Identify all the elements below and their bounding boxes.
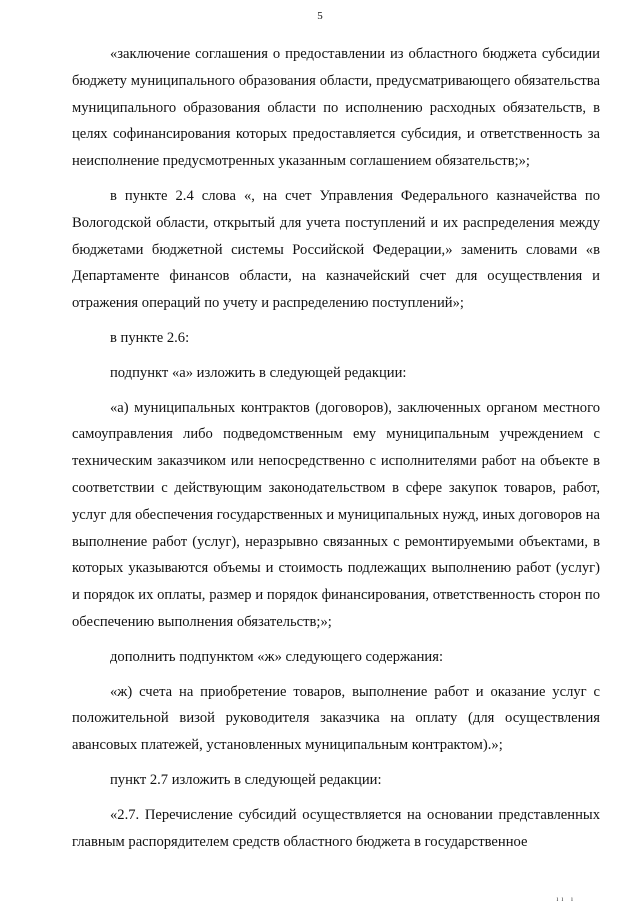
paragraph-item-2-6-heading: в пункте 2.6: [110, 329, 190, 346]
paragraph-subitem-a-text: «а) муниципальных контрактов (договоров), заключенных органом местного самоуправления либо подведомственным ему муниципальным учреждением с техническим заказчиком или непосредственно с исполнителями работ на объекте в соответствии с действующим законодательством в сфере закупок товаров, работ, услуг для обеспечения государственных и муниципальных нужд, иных договоров на выполнение работ (услуг), неразрывно связанных с ремонтируемыми объектами, в которых указываются объемы и стоимость подлежащих выполнению работ (услуг) и порядок их оплаты, размер и порядок финансирования, ответственность сторон по обеспечению выполнения обязательств;»; [72, 399, 600, 630]
paragraph-agreement-clause: «заключение соглашения о предоставлении из областного бюджета субсидии бюджету муниципального образования области, предусматривающего обязательства муниципального образования области по исполнению расходных обязательств, в целях софинансирования которых предоставляется субсидия, и ответственность за неисполнение предусмотренных указанным соглашением обязательств;»; [72, 46, 600, 170]
paragraph-subitem-zh-intro: дополнить подпунктом «ж» следующего содержания: [110, 648, 444, 665]
footer-mark: ıı ı [556, 895, 576, 903]
page-number: 5 [317, 10, 323, 22]
paragraph-item-2-7-text: «2.7. Перечисление субсидий осуществляется на основании представленных главным распорядителем средств областного бюджета в государственное [72, 806, 600, 850]
paragraph-subitem-zh-text: «ж) счета на приобретение товаров, выполнение работ и оказание услуг с положительной визой руководителя заказчика на оплату (для осуществления авансовых платежей, установленных муниципальным контрактом).»; [72, 683, 600, 754]
document-body [72, 41, 600, 855]
paragraph-item-2-7-intro: пункт 2.7 изложить в следующей редакции: [110, 771, 382, 788]
paragraph-subitem-a-intro: подпункт «а» изложить в следующей редакции: [110, 364, 407, 381]
paragraph-item-2-4: в пункте 2.4 слова «, на счет Управления Федерального казначейства по Вологодской области, открытый для учета поступлений и их распределения между бюджетами бюджетной системы Российской Федерации,» заменить словами «в Департаменте финансов области, на казначейский счет для осуществления и отражения операций по учету и распределению поступлений»; [72, 187, 600, 312]
